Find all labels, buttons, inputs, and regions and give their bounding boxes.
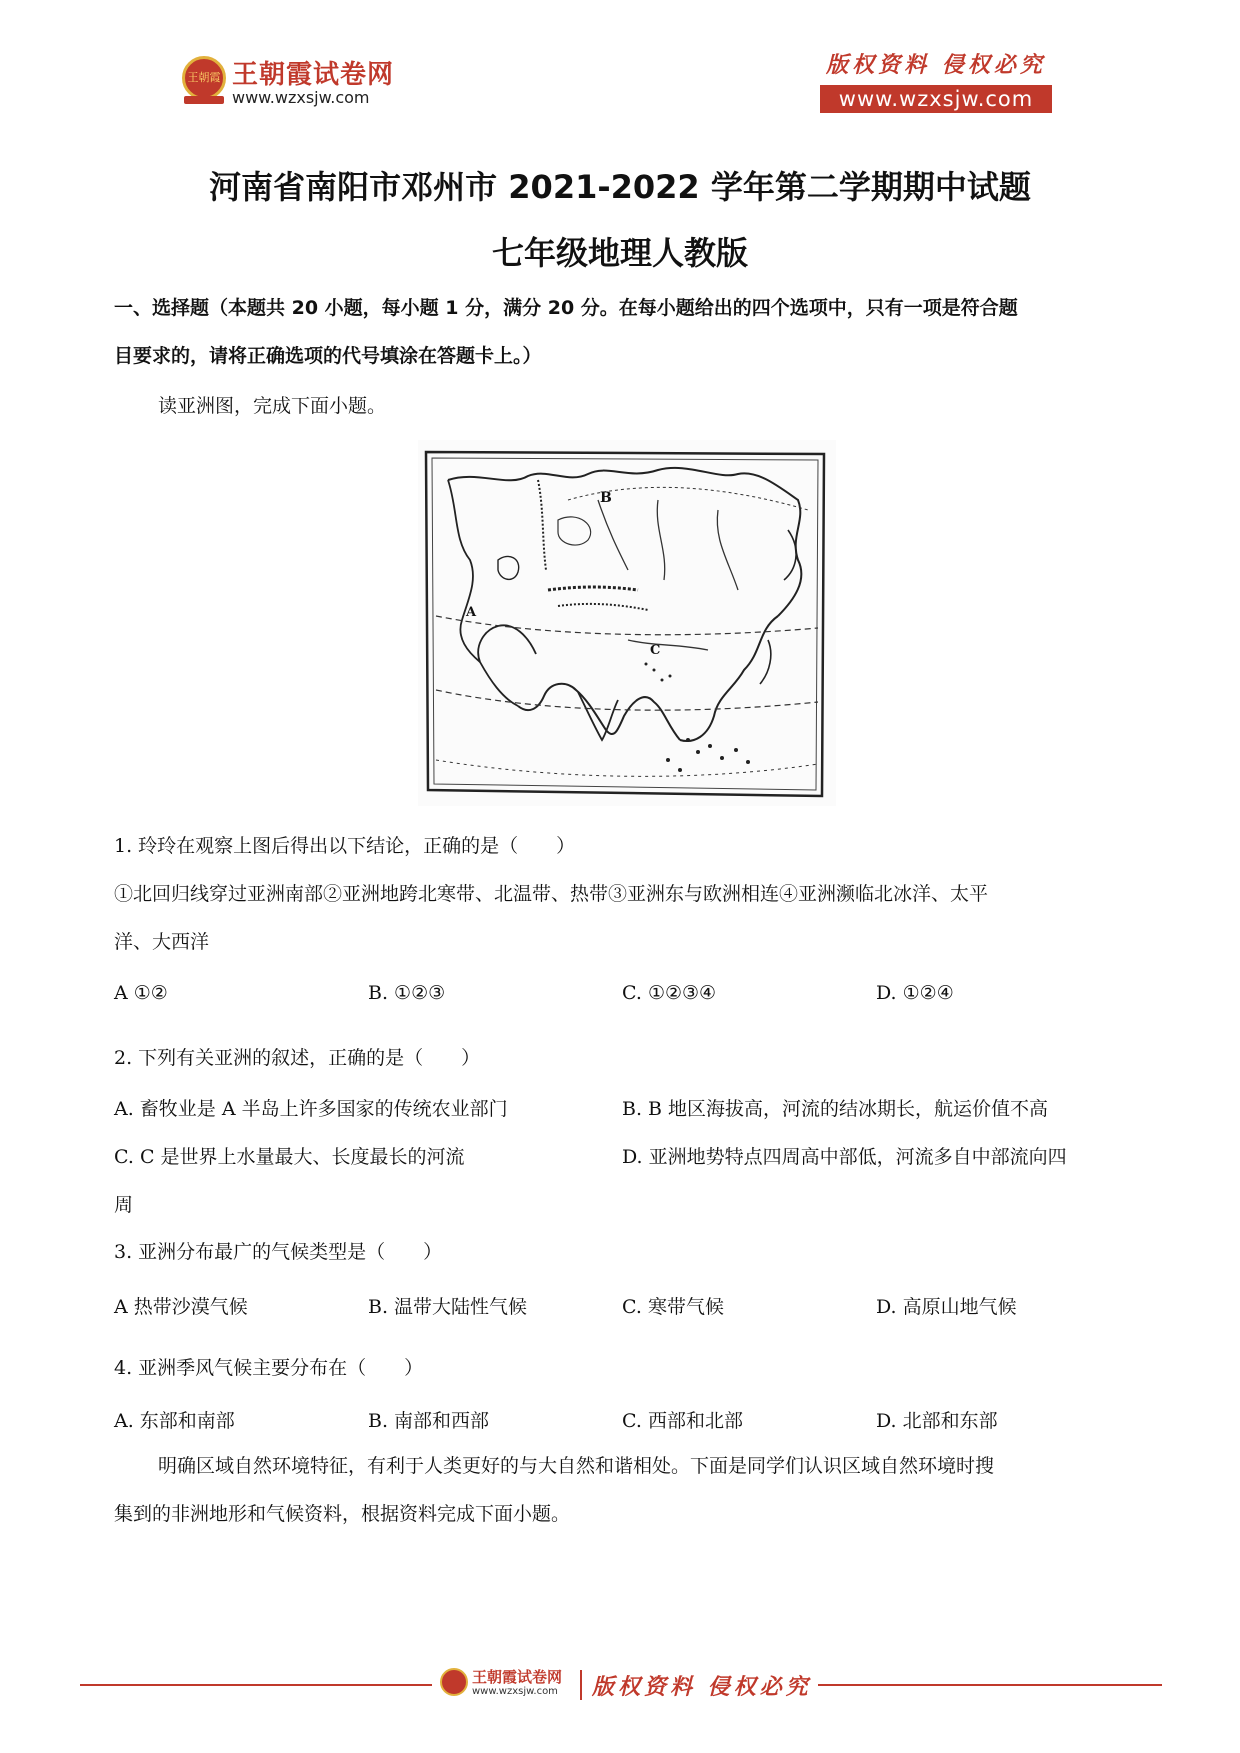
map-label-a: A: [466, 605, 477, 620]
copyright-text: 版权资料 侵权必究: [826, 52, 1046, 78]
q3-option-b[interactable]: B. 温带大陆性气候: [368, 1296, 528, 1318]
footer-seal-icon: [440, 1668, 468, 1696]
footer-divider-right: [818, 1684, 1162, 1686]
q1-statements-line2: 洋、大西洋: [114, 931, 210, 953]
q3-option-c[interactable]: C. 寒带气候: [622, 1296, 724, 1318]
q4-option-a[interactable]: A. 东部和南部: [114, 1410, 235, 1432]
ribbon-icon: [184, 96, 224, 104]
section-heading-line1: 一、选择题（本题共 20 小题，每小题 1 分，满分 20 分。在每小题给出的四个选项中，只有一项是符合题: [114, 297, 1018, 319]
brand-url[interactable]: www.wzxsjw.com: [232, 88, 370, 107]
footer-copyright: 版权资料 侵权必究: [592, 1674, 812, 1700]
copyright-url[interactable]: www.wzxsjw.com: [820, 85, 1052, 113]
q1-option-d[interactable]: D. ①②④: [876, 982, 954, 1004]
q2-stem: 2. 下列有关亚洲的叙述，正确的是（ ）: [114, 1047, 481, 1069]
copyright-block: [820, 48, 1052, 113]
footer-brand-url[interactable]: www.wzxsjw.com: [472, 1686, 558, 1697]
map-label-b: B: [600, 490, 612, 506]
footer-logo[interactable]: [440, 1666, 810, 1706]
asia-map: [418, 440, 836, 806]
q3-stem: 3. 亚洲分布最广的气候类型是（ ）: [114, 1241, 443, 1263]
q4-option-c[interactable]: C. 西部和北部: [622, 1410, 743, 1432]
footer-separator: [580, 1670, 582, 1700]
section-heading-line2: 目要求的，请将正确选项的代号填涂在答题卡上。）: [114, 345, 542, 367]
q2-option-d-cont: 周: [114, 1194, 134, 1216]
q2-option-b[interactable]: B. B 地区海拔高，河流的结冰期长，航运价值不高: [622, 1098, 1049, 1120]
intro-africa-line1: 明确区域自然环境特征，有利于人类更好的与大自然和谐相处。下面是同学们认识区域自然环境时搜: [158, 1455, 995, 1477]
page-title: 河南省南阳市邓州市 2021-2022 学年第二学期期中试题: [209, 168, 1031, 206]
footer-brand-name: 王朝霞试卷网: [472, 1668, 563, 1686]
q3-option-a[interactable]: A 热带沙漠气候: [114, 1296, 248, 1318]
q2-option-d[interactable]: D. 亚洲地势特点四周高中部低，河流多自中部流向四: [622, 1146, 1067, 1168]
q4-stem: 4. 亚洲季风气候主要分布在（ ）: [114, 1357, 424, 1379]
q2-option-c[interactable]: C. C 是世界上水量最大、长度最长的河流: [114, 1146, 465, 1168]
q4-option-d[interactable]: D. 北部和东部: [876, 1410, 998, 1432]
q2-option-a[interactable]: A. 畜牧业是 A 半岛上许多国家的传统农业部门: [114, 1098, 508, 1120]
map-label-c: C: [650, 643, 661, 658]
footer-divider-left: [80, 1684, 432, 1686]
q4-option-b[interactable]: B. 南部和西部: [368, 1410, 490, 1432]
site-logo[interactable]: [182, 52, 402, 112]
q1-option-c[interactable]: C. ①②③④: [622, 982, 717, 1004]
page-subtitle: 七年级地理人教版: [491, 234, 748, 272]
q1-stem: 1. 玲玲在观察上图后得出以下结论，正确的是（ ）: [114, 835, 576, 857]
q1-option-b[interactable]: B. ①②③: [368, 982, 446, 1004]
q3-option-d[interactable]: D. 高原山地气候: [876, 1296, 1017, 1318]
intro-africa-line2: 集到的非洲地形和气候资料，根据资料完成下面小题。: [114, 1503, 571, 1525]
intro-asia-map: 读亚洲图，完成下面小题。: [158, 395, 387, 417]
seal-icon: 王朝霞: [182, 56, 226, 100]
q1-option-a[interactable]: A ①②: [114, 982, 168, 1004]
brand-name: 王朝霞试卷网: [232, 60, 395, 90]
q1-statements-line1: ①北回归线穿过亚洲南部②亚洲地跨北寒带、北温带、热带③亚洲东与欧洲相连④亚洲濒临北冰洋、太平: [114, 883, 989, 905]
